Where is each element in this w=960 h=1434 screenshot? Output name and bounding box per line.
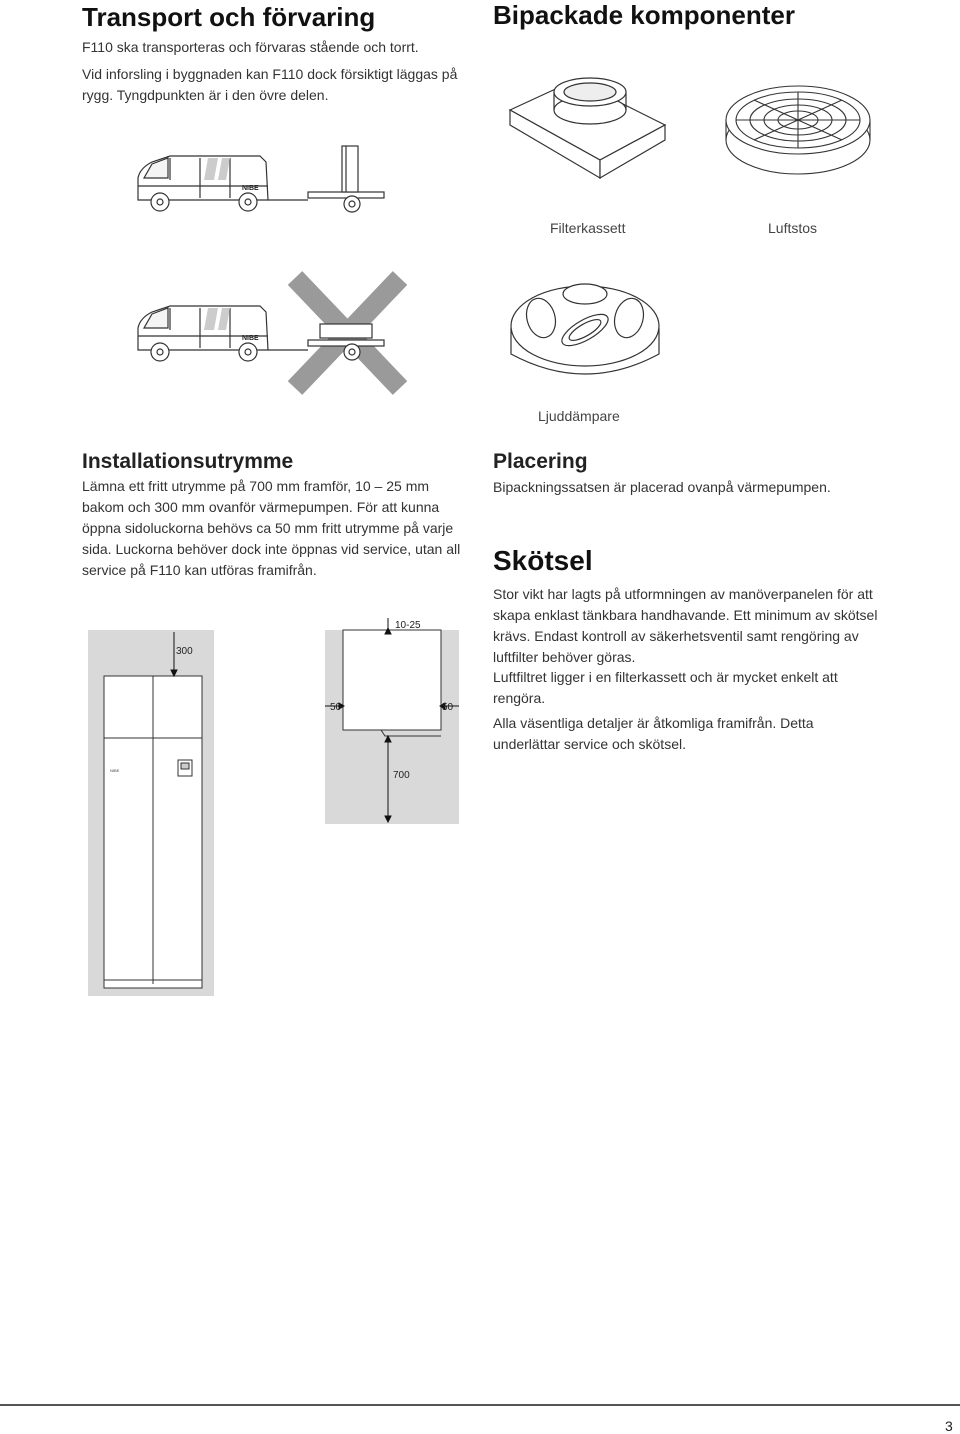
care-paragraph-2: Luftfiltret ligger i en filterkassett och är mycket enkelt att rengöra. — [493, 669, 838, 706]
air-nozzle-illustration — [718, 70, 878, 190]
placement-paragraph: Bipackningssatsen är placerad ovanpå värmepumpen. — [493, 479, 831, 495]
installation-paragraph: Lämna ett fritt utrymme på 700 mm framför, 10 – 25 mm bakom och 300 mm ovanför värmepumpen. För att kunna öppna sidoluckorna behövs ca 50 mm fritt utrymme på varje sida. Luckorna behöver dock inte öppnas vid service, utan all service på F110 kan utföras framifrån. — [82, 478, 461, 578]
footer-rule — [0, 1404, 960, 1406]
transport-title: Transport och förvaring — [82, 2, 376, 32]
placement-title: Placering — [493, 450, 588, 473]
transport-upright-illustration — [130, 140, 390, 220]
caption-nozzle: Luftstos — [768, 220, 818, 236]
heat-pump-front-clearance-diagram — [86, 628, 226, 998]
care-paragraph-3: Alla väsentliga detaljer är åtkomliga framifrån. Detta underlättar service och skötsel. — [493, 715, 814, 752]
filter-cassette-illustration — [505, 70, 675, 190]
care-title: Skötsel — [493, 545, 593, 576]
components-title: Bipackade komponenter — [493, 0, 795, 30]
dimension-front: 700 — [393, 770, 410, 781]
dimension-side-left: 50 — [330, 702, 342, 713]
page-number: 3 — [945, 1418, 953, 1434]
transport-paragraph-1: F110 ska transporteras och förvaras stående och torrt. — [82, 39, 419, 55]
dimension-top: 300 — [176, 646, 193, 657]
silencer-illustration — [505, 268, 665, 398]
transport-lying-illustration — [130, 270, 420, 400]
care-paragraph-1: Stor vikt har lagts på utformningen av manöverpanelen för att skapa enklast tänkbara handhavande. Ett minimum av skötsel krävs. Endast kontroll av säkerhetsventil samt rengöring av luftfilter behöver göras. — [493, 586, 878, 665]
caption-silencer: Ljuddämpare — [538, 408, 620, 424]
van-logo-2: NIBE — [242, 335, 259, 342]
transport-paragraph-2: Vid inforsling i byggnaden kan F110 dock försiktigt läggas på rygg. Tyngdpunkten är i den övre delen. — [82, 66, 458, 103]
dimension-side-right: 50 — [442, 702, 454, 713]
caption-filter: Filterkassett — [550, 220, 626, 236]
installation-title: Installationsutrymme — [82, 450, 294, 473]
van-logo: NIBE — [242, 185, 259, 192]
top-view-clearance-diagram — [323, 610, 463, 825]
dimension-rear: 10-25 — [395, 620, 421, 631]
front-logo: NIBE — [110, 768, 120, 773]
